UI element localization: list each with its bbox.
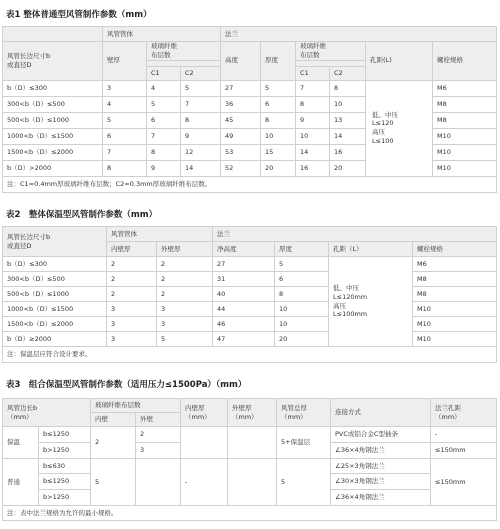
net-height-cell: 27 (213, 257, 275, 272)
c1-cell: 7 (147, 128, 181, 144)
t3-common-inner-layers: 5 (91, 459, 136, 506)
t1-bolt-header: 螺栓规格 (433, 42, 497, 81)
size-cell: 500<b（D）≤1000 (3, 287, 107, 302)
c2-cell: 8 (181, 112, 221, 128)
size-cell: b（D）>2000 (3, 160, 103, 176)
fc2-cell: 20 (330, 160, 366, 176)
t1-pitch-header: 孔距(L) (366, 42, 433, 81)
thickness-cell: 6 (261, 96, 296, 112)
c2-cell: 5 (181, 80, 221, 96)
bolt-cell: M6 (413, 257, 497, 272)
pitch-cell: - (431, 427, 497, 443)
t3-note: 注：表中法兰规格为允许的最小规格。 (3, 506, 497, 521)
c2-cell: 9 (181, 128, 221, 144)
t3-pitch-header: 法兰孔距 （mm） (431, 399, 497, 427)
t2-net-height-header: 净高度 (213, 242, 275, 257)
thickness-cell: 10 (275, 302, 329, 317)
outer-layer-cell: 2 (136, 427, 181, 443)
inner-cell: 3 (107, 332, 157, 347)
c1-cell: 5 (147, 96, 181, 112)
t3-inner-wall-header: 内壁厚 （mm） (181, 399, 228, 427)
outer-cell: 2 (157, 272, 213, 287)
size-cell: b>1250 (39, 443, 91, 459)
size-cell: 1500<b（D）≤2000 (3, 317, 107, 332)
net-height-cell: 44 (213, 302, 275, 317)
size-cell: b（D）≤300 (3, 257, 107, 272)
fc2-cell: 10 (330, 96, 366, 112)
t1-fc1-header: C1 (296, 66, 330, 80)
t2-pipe-group-header: 风管管体 (107, 227, 213, 242)
size-cell: 1000<b（D）≤1500 (3, 302, 107, 317)
height-cell: 53 (221, 144, 261, 160)
fc1-cell: 7 (296, 80, 330, 96)
size-cell: b≤1250 (39, 474, 91, 490)
size-cell: b（D）≥2000 (3, 332, 107, 347)
t3-common-label: 普通 (3, 459, 39, 506)
t2-note: 注：保温层应符合设计要求。 (3, 347, 497, 363)
height-cell: 49 (221, 128, 261, 144)
table-row (3, 332, 497, 347)
t2-bolt-header: 螺栓规格 (413, 242, 497, 257)
c1-cell: 9 (147, 160, 181, 176)
wall-cell: 4 (103, 96, 147, 112)
thickness-cell: 10 (275, 317, 329, 332)
table2 (2, 226, 497, 363)
t1-thickness-header: 厚度 (261, 42, 296, 81)
table-row (3, 257, 497, 272)
c2-cell: 7 (181, 96, 221, 112)
t1-gfl-header: 玻璃纤维 布层数 (147, 42, 221, 61)
fc1-cell: 14 (296, 144, 330, 160)
t2-pitch-header: 孔距（L） (329, 242, 413, 257)
t3-outer-layer-header: 外壁 (136, 413, 181, 427)
c2-cell: 12 (181, 144, 221, 160)
inner-cell: 3 (107, 317, 157, 332)
outer-cell: 2 (157, 257, 213, 272)
fc2-cell: 16 (330, 144, 366, 160)
c1-cell: 6 (147, 112, 181, 128)
wall-cell: 5 (103, 112, 147, 128)
height-cell: 52 (221, 160, 261, 176)
t3-common-total: 5 (277, 459, 331, 506)
height-cell: 45 (221, 112, 261, 128)
thickness-cell: 8 (261, 112, 296, 128)
table1 (2, 26, 497, 193)
table3-title: 表3 组合保温型风管制作参数（适用压力≤1500Pa）（mm） (6, 380, 247, 390)
bolt-cell: M8 (413, 287, 497, 302)
thickness-cell: 20 (261, 160, 296, 176)
t2-outer-header: 外壁厚 (157, 242, 213, 257)
inner-cell: 2 (107, 257, 157, 272)
table-row (3, 459, 497, 474)
t1-height-header: 高度 (221, 42, 261, 81)
outer-layer-cell: 3 (136, 443, 181, 459)
table-row (3, 317, 497, 332)
t3-outer-wall-header: 外壁厚 （mm） (228, 399, 277, 427)
thickness-cell: 10 (261, 128, 296, 144)
t3-inner-layer-header: 内壁 (91, 413, 136, 427)
t1-fc2-header: C2 (330, 66, 366, 80)
t3-insul-label: 保温 (3, 427, 39, 459)
c2-cell: 14 (181, 160, 221, 176)
t3-gfl-header: 玻璃纤维布层数 (91, 399, 181, 413)
inner-cell: 3 (107, 302, 157, 317)
c1-cell: 4 (147, 80, 181, 96)
bolt-cell: M6 (433, 80, 497, 96)
wall-cell: 7 (103, 144, 147, 160)
net-height-cell: 47 (213, 332, 275, 347)
c1-cell: 8 (147, 144, 181, 160)
size-cell: b≤1250 (39, 427, 91, 443)
bolt-cell: M8 (413, 272, 497, 287)
fc1-cell: 9 (296, 112, 330, 128)
net-height-cell: 40 (213, 287, 275, 302)
height-cell: 27 (221, 80, 261, 96)
t1-note: 注：C1=0.4mm厚玻璃纤维布层数；C2=0.3mm厚玻璃纤维布层数。 (3, 176, 497, 192)
thickness-cell: 20 (275, 332, 329, 347)
t2-size-header: 风管长边尺寸b 或直径D (3, 227, 107, 257)
fc1-cell: 10 (296, 128, 330, 144)
fc1-cell: 16 (296, 160, 330, 176)
table-row (3, 287, 497, 302)
size-cell: 300<b（D）≤500 (3, 96, 103, 112)
table2-title: 表2 整体保温型风管制作参数（mm） (6, 210, 158, 220)
bolt-cell: M10 (433, 128, 497, 144)
thickness-cell: 5 (275, 257, 329, 272)
outer-cell: 5 (157, 332, 213, 347)
size-cell: 500<b（D）≤1000 (3, 112, 103, 128)
t1-pipe-group-header: 风管管体 (103, 27, 221, 42)
t1-wall-header: 壁厚 (103, 42, 147, 81)
bolt-cell: M8 (433, 112, 497, 128)
size-cell: b（D）≤300 (3, 80, 103, 96)
bolt-cell: M10 (413, 317, 497, 332)
bolt-cell: M10 (413, 302, 497, 317)
net-height-cell: 46 (213, 317, 275, 332)
t3-insul-inner-layers: 2 (91, 427, 136, 459)
t1-c1-header: C1 (147, 66, 181, 80)
net-height-cell: 31 (213, 272, 275, 287)
fc2-cell: 8 (330, 80, 366, 96)
wall-cell: 6 (103, 128, 147, 144)
t3-total-header: 风管总厚 （mm） (277, 399, 331, 427)
size-cell: 1000<b（D）≤1500 (3, 128, 103, 144)
table-row (3, 302, 497, 317)
outer-cell: 2 (157, 287, 213, 302)
t1-pitch-cell: 低、中压 L≤120 高压 L≤100 (366, 80, 433, 176)
table-row (3, 427, 497, 443)
bolt-cell: M10 (413, 332, 497, 347)
table-row (3, 80, 497, 96)
fc1-cell: 8 (296, 96, 330, 112)
inner-cell: 2 (107, 287, 157, 302)
thickness-cell: 5 (261, 80, 296, 96)
height-cell: 36 (221, 96, 261, 112)
thickness-cell: 8 (275, 287, 329, 302)
conn-cell: ∠25×3角钢法兰 (331, 459, 431, 474)
t2-pitch-cell: 低、中压 L≤120mm 高压 L≤100mm (329, 257, 413, 347)
table-row (3, 272, 497, 287)
t3-common-pitch: ≤150mm (431, 459, 497, 506)
t1-size-header: 风管长边尺寸b 或直径D (3, 42, 103, 81)
table1-title: 表1 整体普通型风管制作参数（mm） (6, 10, 152, 20)
t1-flange-group-header: 法兰 (221, 27, 497, 42)
t1-flange-gfl-header: 玻璃纤维 布层数 (296, 42, 366, 61)
pitch-cell: ≤150mm (431, 443, 497, 459)
t3-insul-total: 5+保温层 (277, 427, 331, 459)
size-cell: b≤630 (39, 459, 91, 474)
wall-cell: 8 (103, 160, 147, 176)
conn-cell: ∠36×4角钢法兰 (331, 490, 431, 506)
conn-cell: PVC或铝合金C型插条 (331, 427, 431, 443)
t3-common-inner-wall: - (181, 459, 228, 506)
bolt-cell: M10 (433, 160, 497, 176)
inner-cell: 2 (107, 272, 157, 287)
t3-conn-header: 连接方式 (331, 399, 431, 427)
outer-cell: 3 (157, 317, 213, 332)
thickness-cell: 15 (261, 144, 296, 160)
t1-c2-header: C2 (181, 66, 221, 80)
size-cell: 1500<b（D）≤2000 (3, 144, 103, 160)
t2-thickness-header: 厚度 (275, 242, 329, 257)
conn-cell: ∠30×3角钢法兰 (331, 474, 431, 490)
t2-flange-group-header: 法兰 (213, 227, 497, 242)
conn-cell: ∠36×4角钢法兰 (331, 443, 431, 459)
size-cell: b>1250 (39, 490, 91, 506)
wall-cell: 3 (103, 80, 147, 96)
fc2-cell: 14 (330, 128, 366, 144)
size-cell: 300<b（D）≤500 (3, 272, 107, 287)
thickness-cell: 6 (275, 272, 329, 287)
bolt-cell: M10 (433, 144, 497, 160)
bolt-cell: M8 (433, 96, 497, 112)
fc2-cell: 13 (330, 112, 366, 128)
t3-side-header: 风管边长b （mm） (3, 399, 91, 427)
t2-inner-header: 内壁厚 (107, 242, 157, 257)
outer-cell: 3 (157, 302, 213, 317)
table3 (2, 398, 497, 521)
